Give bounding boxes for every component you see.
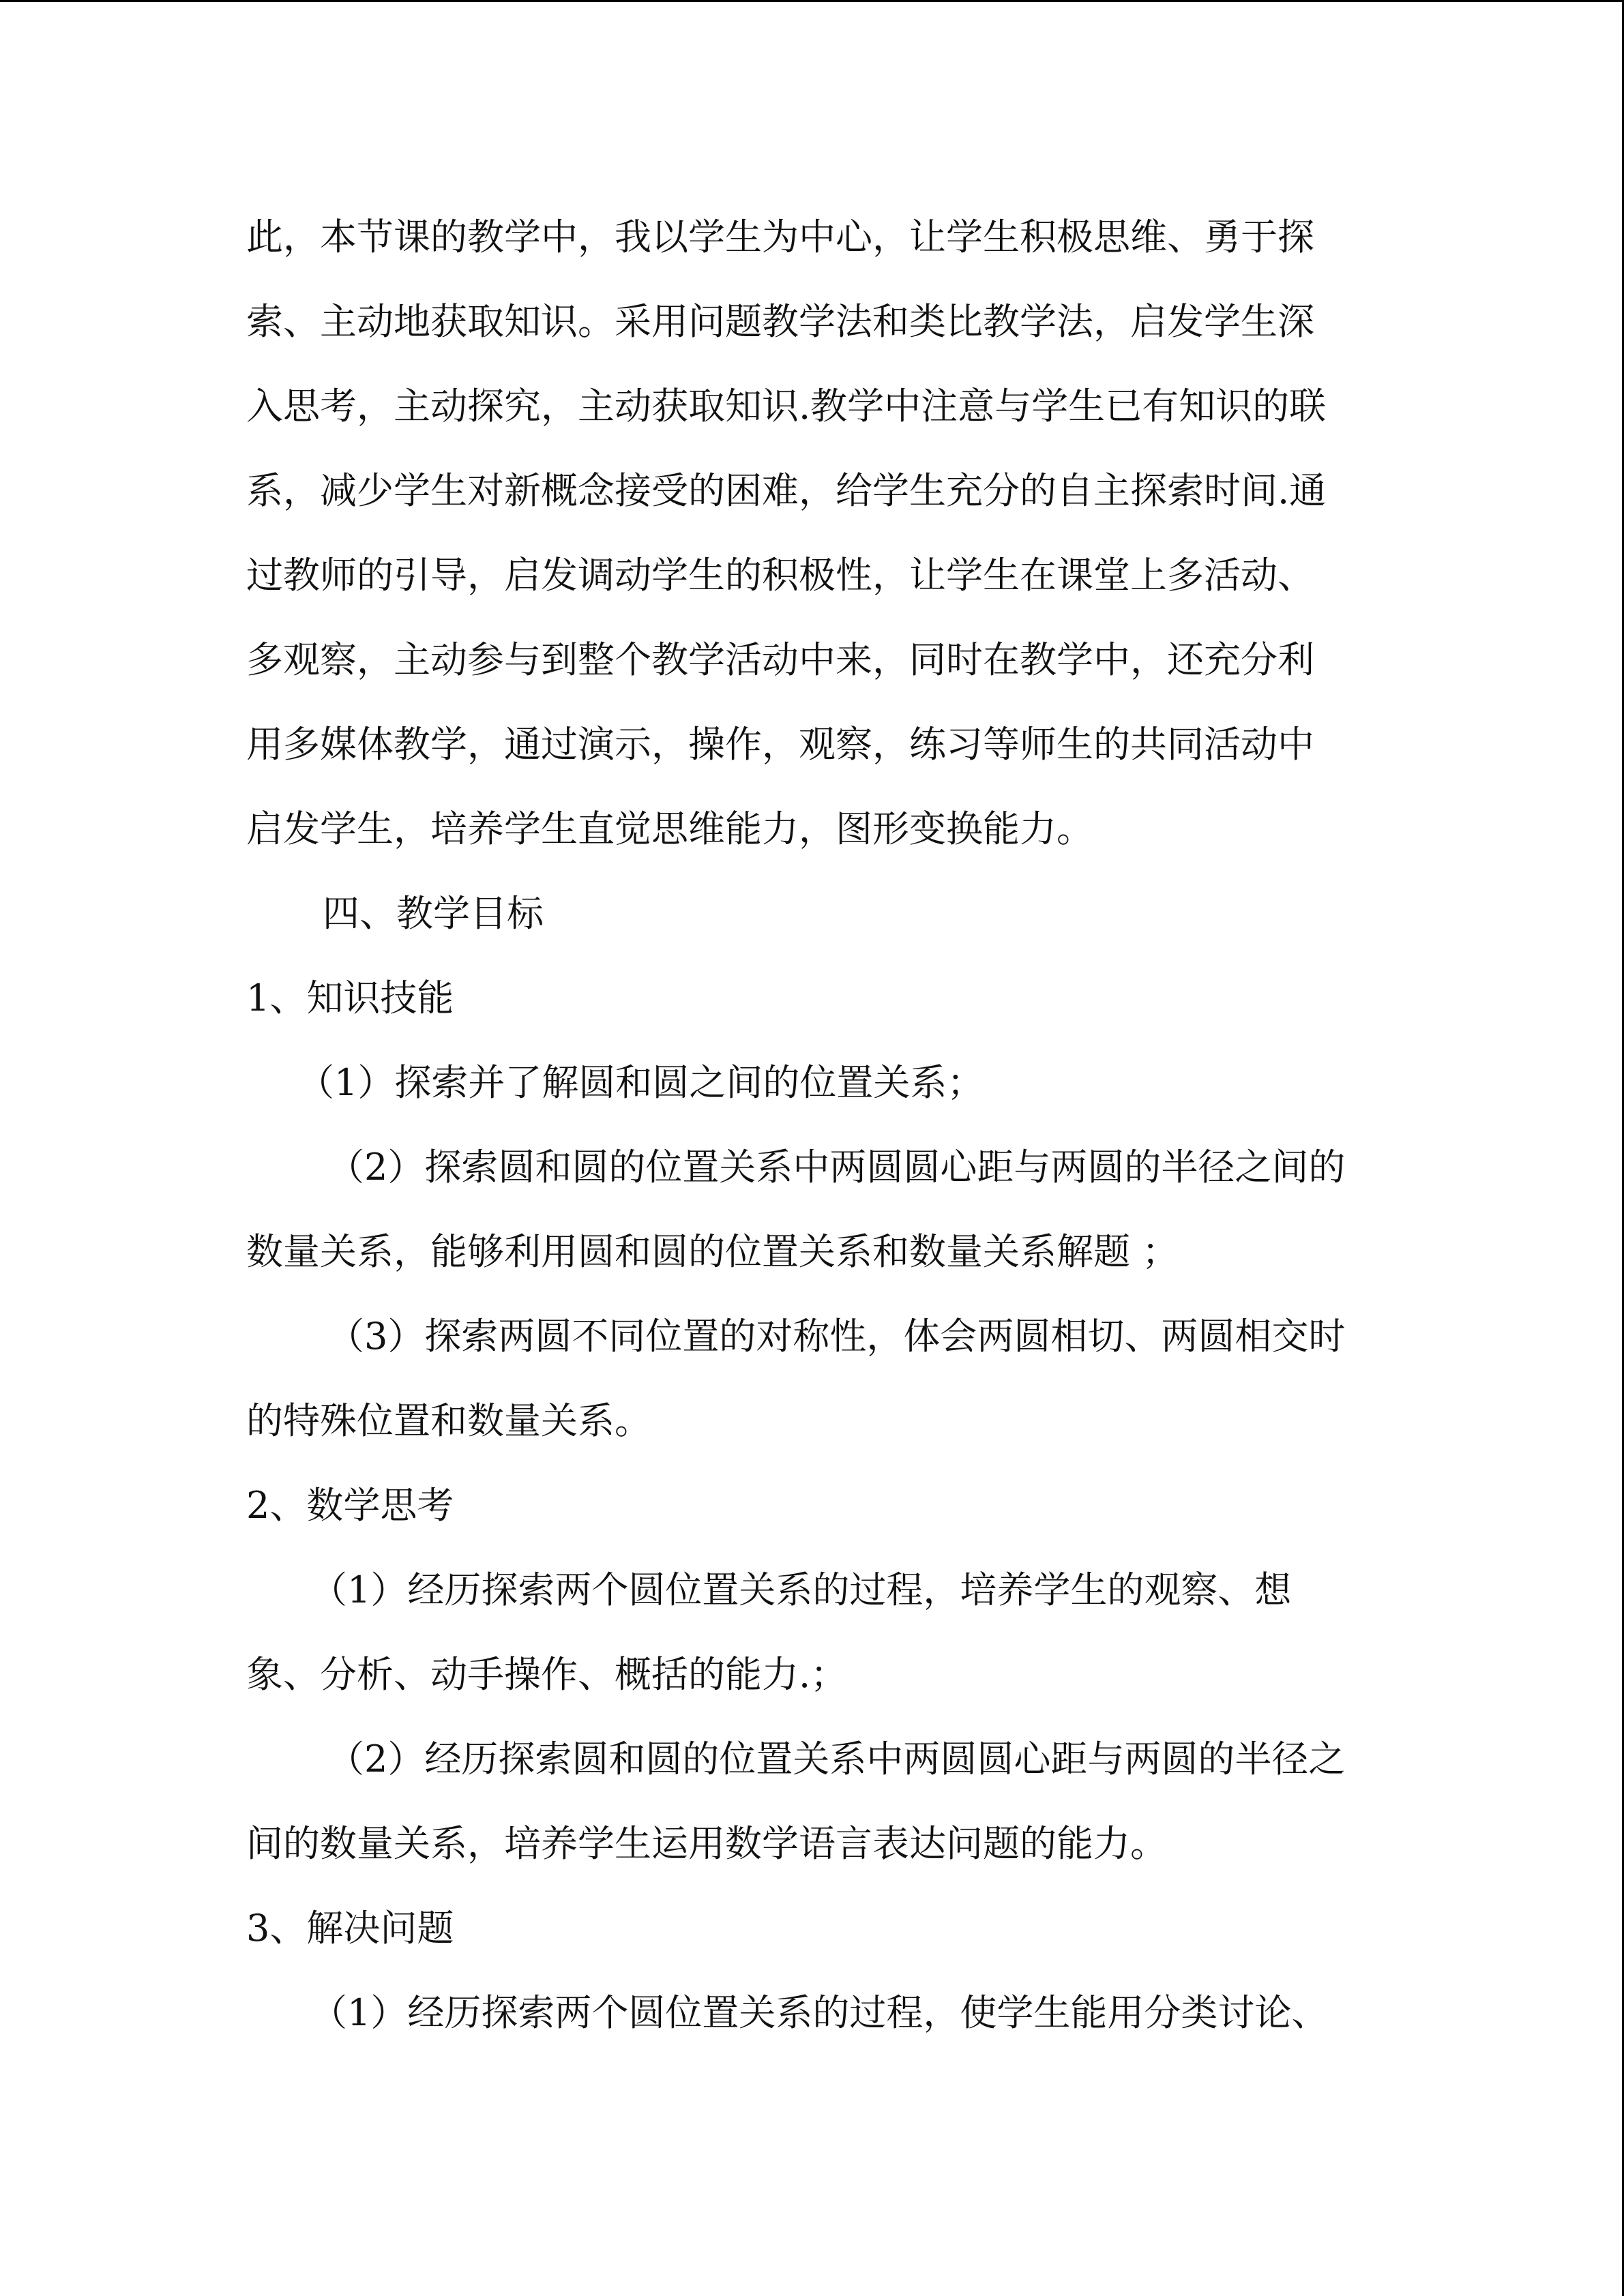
section-heading: 四、教学目标 — [323, 892, 544, 935]
list-item-continuation: 数量关系，能够利用圆和圆的位置关系和数量关系解题 ； — [246, 1230, 1179, 1273]
list-item: （3）探索两圆不同位置的对称性，体会两圆相切、两圆相交时 — [327, 1315, 1346, 1358]
list-item: （2）探索圆和圆的位置关系中两圆圆心距与两圆的半径之间的 — [327, 1146, 1346, 1189]
list-item: （1）探索并了解圆和圆之间的位置关系； — [297, 1061, 984, 1104]
list-item-continuation: 象、分析、动手操作、概括的能力.； — [246, 1653, 848, 1696]
paragraph-line: 入思考，主动探究，主动获取知识.教学中注意与学生已有知识的联 — [246, 385, 1327, 428]
paragraph-line: 过教师的引导，启发调动学生的积极性，让学生在课堂上多活动、 — [246, 554, 1314, 597]
subsection-heading: 2、数学思考 — [246, 1484, 454, 1527]
page-top-border — [0, 0, 1624, 2]
paragraph-line: 用多媒体教学，通过演示，操作，观察，练习等师生的共同活动中 — [246, 723, 1314, 766]
list-item-continuation: 间的数量关系，培养学生运用数学语言表达问题的能力。 — [246, 1822, 1167, 1865]
subsection-heading: 1、知识技能 — [246, 976, 454, 1019]
paragraph-line: 系，减少学生对新概念接受的困难，给学生充分的自主探索时间.通 — [246, 469, 1327, 512]
list-item-continuation: 的特殊位置和数量关系。 — [246, 1399, 651, 1442]
list-item: （2）经历探索圆和圆的位置关系中两圆圆心距与两圆的半径之 — [327, 1738, 1346, 1780]
paragraph-line: 索、主动地获取知识。采用问题教学法和类比教学法，启发学生深 — [246, 300, 1314, 343]
paragraph-line: 此，本节课的教学中，我以学生为中心，让学生积极思维、勇于探 — [246, 215, 1314, 258]
list-item: （1）经历探索两个圆位置关系的过程，使学生能用分类讨论、 — [310, 1991, 1329, 2034]
subsection-heading: 3、解决问题 — [246, 1907, 454, 1950]
paragraph-line: 多观察，主动参与到整个教学活动中来，同时在教学中，还充分利 — [246, 638, 1314, 681]
list-item: （1）经历探索两个圆位置关系的过程，培养学生的观察、想 — [310, 1568, 1292, 1611]
paragraph-line: 启发学生，培养学生直觉思维能力，图形变换能力。 — [246, 807, 1093, 850]
